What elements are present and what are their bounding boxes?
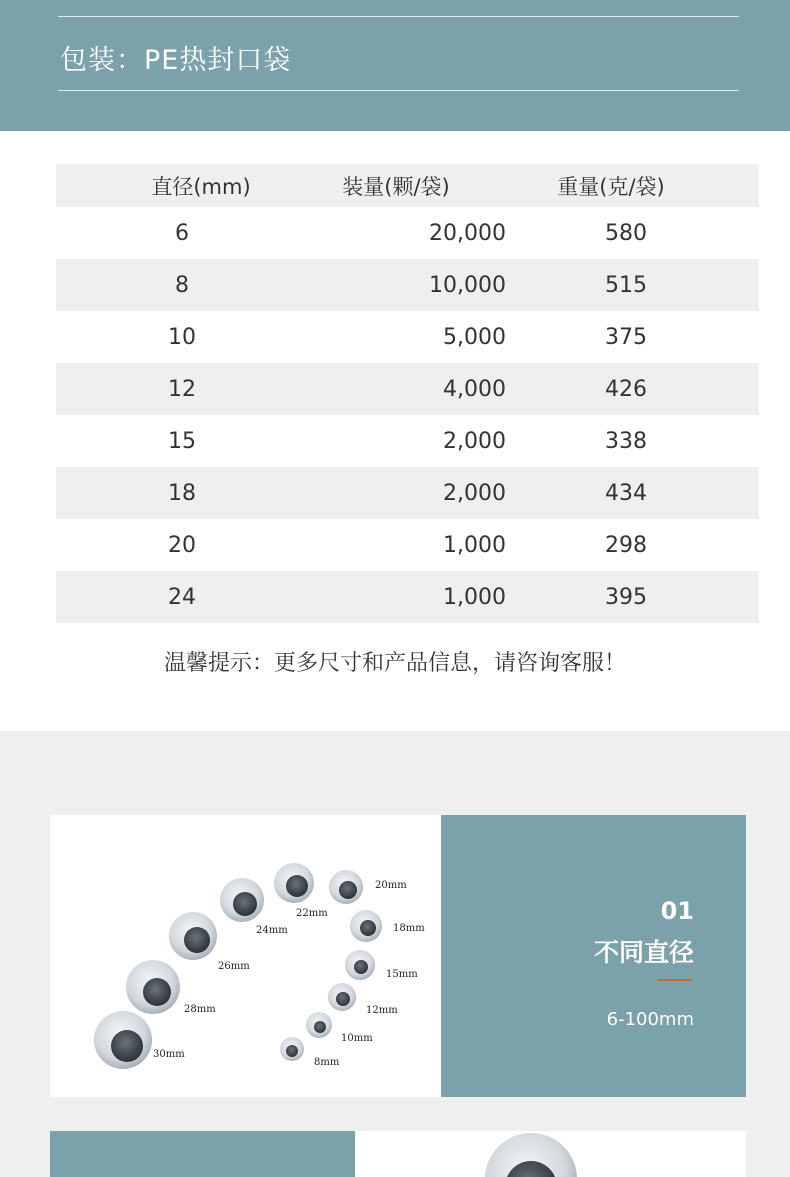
feature-panel-diameter: [441, 815, 746, 1097]
cell-weight: 434: [605, 480, 647, 506]
cell-diameter: 8: [175, 272, 189, 298]
eye-label: 10mm: [341, 1033, 373, 1044]
cell-quantity: 2,000: [443, 428, 506, 454]
eye-10mm-icon: [306, 1012, 332, 1038]
cell-weight: 338: [605, 428, 647, 454]
tip-text: 温馨提示：更多尺寸和产品信息，请咨询客服！: [163, 651, 626, 676]
divider-bottom: [58, 90, 739, 91]
cell-diameter: 10: [168, 324, 196, 350]
eye-label: 30mm: [153, 1049, 185, 1060]
eye-20mm-icon: [329, 870, 363, 904]
cell-weight: 580: [605, 220, 647, 246]
eye-sizes-illustration: [50, 815, 441, 1097]
cell-quantity: 5,000: [443, 324, 506, 350]
cell-weight: 515: [605, 272, 647, 298]
cell-quantity: 2,000: [443, 480, 506, 506]
cell-quantity: 1,000: [443, 532, 506, 558]
cell-quantity: 1,000: [443, 584, 506, 610]
table-row: [56, 259, 759, 311]
table-row: [56, 519, 759, 571]
eye-partial-illustration: [355, 1131, 746, 1177]
cell-weight: 375: [605, 324, 647, 350]
header-quantity: 装量(颗/袋): [342, 174, 450, 199]
cell-weight: 298: [605, 532, 647, 558]
cell-quantity: 10,000: [429, 272, 506, 298]
header-diameter: 直径(mm): [151, 174, 251, 199]
cell-diameter: 15: [168, 428, 196, 454]
cell-diameter: 12: [168, 376, 196, 402]
cell-diameter: 6: [175, 220, 189, 246]
eye-label: 15mm: [386, 969, 418, 980]
packaging-banner: [0, 0, 790, 131]
eye-22mm-icon: [274, 863, 314, 903]
cell-diameter: 18: [168, 480, 196, 506]
eye-label: 22mm: [296, 908, 328, 919]
eye-12mm-icon: [328, 983, 356, 1011]
table-row: [56, 415, 759, 467]
cell-weight: 426: [605, 376, 647, 402]
eye-28mm-icon: [126, 960, 180, 1014]
eye-sizes-image: [50, 815, 441, 1097]
table-header-row: [56, 164, 759, 207]
table-row: [56, 467, 759, 519]
header-weight: 重量(克/袋): [557, 174, 665, 199]
table-row: [56, 207, 759, 259]
eye-partial-icon: [485, 1133, 577, 1177]
eye-8mm-icon: [280, 1037, 304, 1061]
cell-weight: 395: [605, 584, 647, 610]
eye-18mm-icon: [350, 910, 382, 942]
eye-label: 18mm: [393, 923, 425, 934]
divider-top: [58, 16, 739, 17]
table-row: [56, 363, 759, 415]
table-row: [56, 571, 759, 623]
cell-quantity: 4,000: [443, 376, 506, 402]
table-row: [56, 311, 759, 363]
cell-diameter: 20: [168, 532, 196, 558]
eye-label: 8mm: [314, 1057, 340, 1068]
eye-label: 24mm: [256, 925, 288, 936]
feature-divider: [658, 979, 692, 981]
eye-label: 12mm: [366, 1005, 398, 1016]
packaging-text: 包装：PE热封口袋: [60, 45, 292, 76]
feature-number: 01: [660, 897, 694, 925]
eye-30mm-icon: [94, 1011, 152, 1069]
eye-label: 28mm: [184, 1004, 216, 1015]
feature-range: 6-100mm: [606, 1009, 694, 1030]
cell-quantity: 20,000: [429, 220, 506, 246]
feature-image-2: [355, 1131, 746, 1177]
cell-diameter: 24: [168, 584, 196, 610]
eye-label: 20mm: [375, 880, 407, 891]
feature-panel-2: [50, 1131, 355, 1177]
eye-24mm-icon: [220, 878, 264, 922]
spec-table: [56, 164, 759, 623]
eye-26mm-icon: [169, 912, 217, 960]
eye-label: 26mm: [218, 961, 250, 972]
eye-15mm-icon: [345, 950, 375, 980]
feature-title: 不同直径: [593, 938, 694, 967]
